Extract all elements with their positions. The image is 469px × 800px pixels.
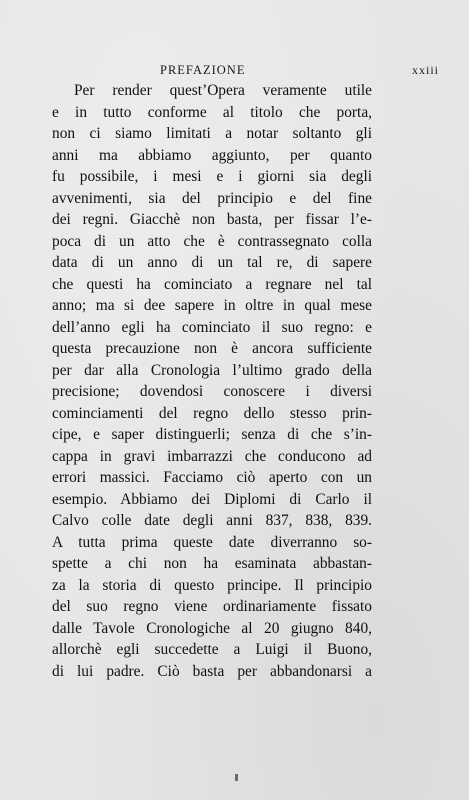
text-line: data di un anno di un tal re, di sapere: [52, 254, 372, 271]
text-line: esempio. Abbiamo dei Diplomi di Carlo il: [52, 490, 372, 508]
text-line: cappa in gravi imbarrazzi che conducono ad: [52, 447, 372, 465]
text-line: errori massici. Facciamo ciò aperto con un: [52, 469, 372, 486]
text-line: cipe, e saper distinguerli; senza di che s’in-: [52, 426, 372, 443]
text-line: dalle Tavole Cronologiche al 20 giugno 840,: [52, 619, 372, 637]
page-number: xxiii: [411, 63, 439, 77]
page-header: [60, 60, 456, 80]
text-line: avvenimenti, sia del principio e del fine: [52, 189, 372, 207]
text-line: Per render quest’Opera veramente utile: [74, 82, 372, 99]
text-line: questa precauzione non è ancora sufficiente: [52, 340, 372, 357]
print-mark: [235, 774, 238, 781]
text-line: allorchè egli succedette a Luigi il Buono,: [52, 641, 372, 658]
text-line: non ci siamo limitati a notar soltanto gli: [52, 125, 372, 142]
text-line: che questi ha cominciato a regnare nel tal: [52, 275, 372, 293]
text-line: Calvo colle date degli anni 837, 838, 839.: [52, 512, 372, 529]
text-line: anno; ma si dee sapere in oltre in qual mese: [52, 297, 372, 314]
text-line: di lui padre. Ciò basta per abbandonarsi a: [52, 662, 372, 680]
text-line: dei regni. Giacchè non basta, per fissar l’e-: [52, 211, 372, 228]
text-line: anni ma abbiamo aggiunto, per quanto: [52, 146, 372, 164]
text-line: e in tutto conforme al titolo che porta,: [52, 103, 372, 121]
text-line: per dar alla Cronologia l’ultimo grado della: [52, 361, 372, 379]
body-text: [52, 80, 372, 682]
text-line: dell’anno egli ha cominciato il suo regno: e: [52, 318, 372, 336]
text-line: spette a chi non ha esaminata abbastan-: [52, 555, 372, 572]
running-head: PREFAZIONE: [160, 63, 246, 77]
text-line: cominciamenti del regno dello stesso prin-: [52, 404, 372, 422]
text-line: A tutta prima queste date diverranno so-: [52, 533, 372, 551]
text-line: del suo regno viene ordinariamente fissato: [52, 598, 372, 615]
text-line: poca di un atto che è contrassegnato colla: [52, 232, 372, 250]
text-line: za la storia di questo principe. Il principio: [52, 576, 372, 594]
text-line: fu possibile, i mesi e i giorni sia degli: [52, 168, 372, 185]
text-line: precisione; dovendosi conoscere i diversi: [52, 383, 372, 400]
